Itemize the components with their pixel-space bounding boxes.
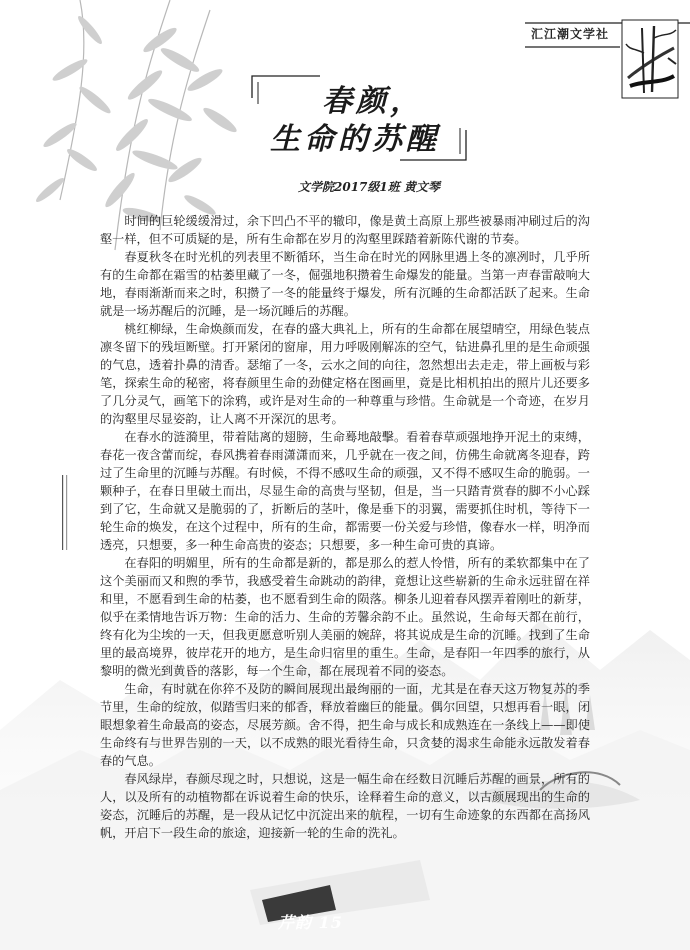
section-label: 芹韵 bbox=[278, 913, 313, 932]
article-title-line-2: 生命的苏醒 bbox=[270, 122, 440, 157]
article-body bbox=[100, 212, 590, 842]
paragraph: 在春水的涟漪里，带着陆离的翅膀，生命蓦地敲擊。看着春草顽强地挣开泥土的束缚，春花一夜含蕾而绽，春风携着春雨潇潇而来，几乎就在一夜之间，仿佛生命就离冬迎春，跨过了生命里的沉睡与苏醒。有时候，不得不感叹生命的顽强，又不得不感叹生命的脆弱。一颗种子，在春日里破土而出，尽显生命的高贵与坚韧，但是，当一只踏青赏春的脚不小心踩到了它，生命就又是脆弱的了，折断后的茎叶，像是垂下的羽翼，需要抓住时机，等待下一轮生命的焕发，在这个过程中，所有的生命，都需要一份关爱与珍惜，像春水一样，明净而透亮，只想要，多一种生命高贵的姿态；只想要，多一种生命可贵的真谛。 bbox=[100, 430, 590, 552]
page-number bbox=[278, 910, 343, 933]
literary-club-name: 汇江潮文学社 bbox=[531, 27, 610, 41]
paragraph: 在春阳的明媚里，所有的生命都是新的，都是那么的惹人怜惜，所有的柔软都集中在了这个美丽而又和煦的季节，我感受着生命跳动的韵律，竟想让这些崭新的生命永远驻留在祥和里，不愿看到生命的枯萎，也不愿看到生命的陨落。柳条儿迎着春风摆弄着刚吐的新芽，似乎在柔情地告诉万物：生命的活力、生命的芳馨余韵不止。虽然说，生命每天都在前行，终有化为尘埃的一天，但我更愿意听别人美丽的婉辞，将其说成是生命的沉睡。找到了生命里的最高境界，彼岸花开的地方，是生命归宿里的重生。生命，是春阳一年四季的旅行，从黎明的微光到黄昏的落影，每一个生命，都在展现着不同的姿态。 bbox=[100, 556, 590, 678]
bamboo-logo-icon bbox=[620, 18, 680, 100]
side-marker bbox=[62, 475, 68, 550]
paragraph: 春夏秋冬在时光机的列表里不断循环，当生命在时光的网脉里遇上冬的凛冽时，几乎所有的生命都在霜雪的枯萎里藏了一冬，倔强地积攒着生命爆发的能量。当第一声春雷敲响大地，春雨渐渐而来之时，积攒了一冬的能量终于爆发，所有沉睡的生命都活跃了起来。生命就是一场苏醒后的沉睡，是一场沉睡后的苏醒。 bbox=[100, 250, 590, 318]
article-author: 文学院2017级1班 黄文琴 bbox=[298, 180, 440, 194]
paragraph: 桃红柳绿，生命焕颜而发，在春的盛大典礼上，所有的生命都在展望晴空，用绿色装点凛冬留下的残垣断壁。打开紧闭的窗扉，用力呼吸刚解冻的空气，钻进鼻孔里的是生命顽强的气息，透着扑鼻的清香。瑟缩了一冬，云水之间的向往，忽然想出去走走，带上画板与彩笔，探索生命的秘密，将春颜里生命的劲健定格在图画里，竟是比相机拍出的照片儿还要多了几分灵气，画笔下的涂鸦，或许是对生命的一种尊重与珍惜。生命就是一个奇迹，在岁月的沟壑里尽显姿韵，让人离不开深沉的思考。 bbox=[100, 322, 590, 426]
paragraph: 春风绿岸，春颜尽现之时，只想说，这是一幅生命在经数日沉睡后苏醒的画景，所有的人，以及所有的动植物都在诉说着生命的快乐，诠释着生命的意义，以古颜展现出的生命的姿态，沉睡后的苏醒，是一段从记忆中沉淀出来的航程，一切有生命迹象的东西都在高扬风帆，开启下一段生命的旅途，迎接新一轮的生命的洗礼。 bbox=[100, 772, 590, 840]
article-title-line-1: 春颜， bbox=[322, 84, 424, 119]
paragraph: 生命，有时就在你猝不及防的瞬间展现出最绚丽的一面，尤其是在春天这万物复苏的季节里，生命的绽放，似踏雪归来的郁香，释放着幽巨的能量。偶尔回望，只想再看一眼，闭眼想象着生命最高的姿态，尽展芳颜。舍不得，把生命与成长和成熟连在一条线上——即使生命终有与世界告别的一天，以不成熟的眼光看待生命，只贪婪的渴求生命能永远散发着春春的气息。 bbox=[100, 682, 590, 768]
paragraph: 时间的巨轮缓缓滑过，余下凹凸不平的辙印，像是黄土高原上那些被暴雨冲刷过后的沟壑一样，但不可质疑的是，所有生命都在岁月的沟壑里踩踏着新陈代谢的节奏。 bbox=[100, 214, 590, 246]
page-number-value: 15 bbox=[318, 913, 343, 932]
